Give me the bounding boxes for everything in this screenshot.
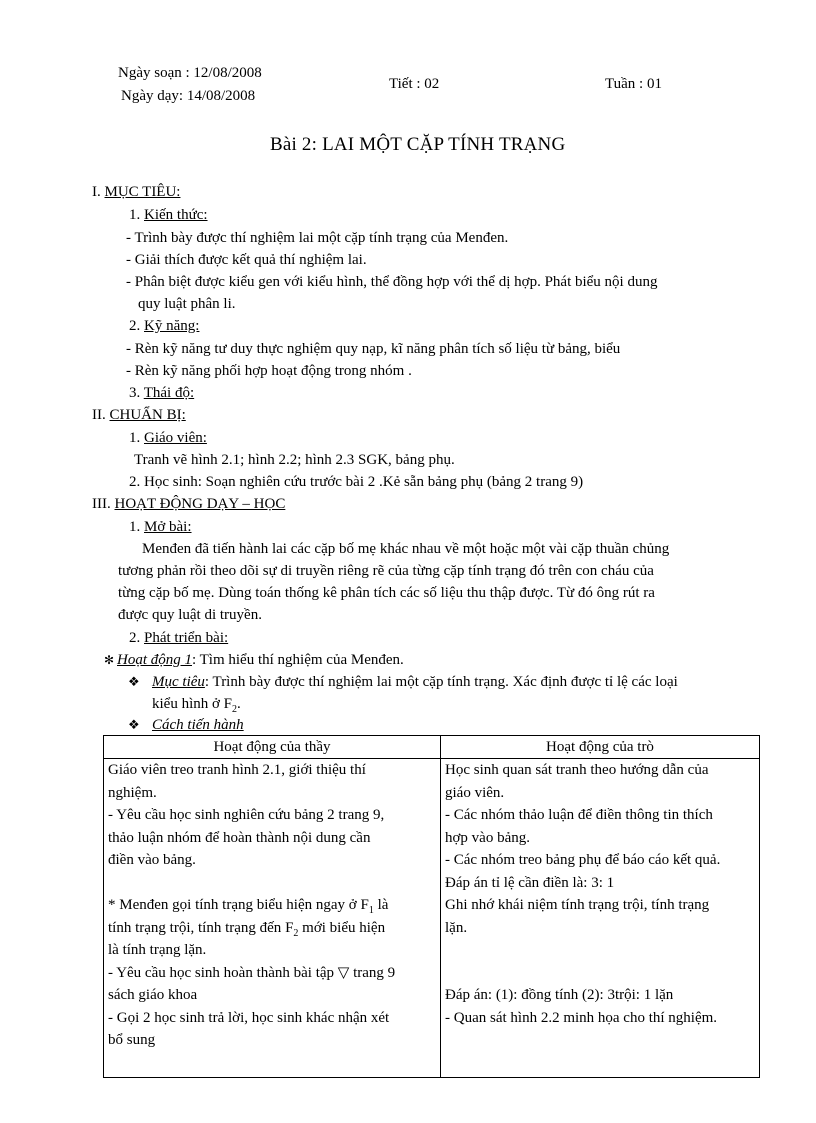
- teacher-line-11: sách giáo khoa: [108, 987, 198, 1003]
- kien-thuc-heading: [129, 204, 208, 226]
- giao-vien-line: Tranh vẽ hình 2.1; hình 2.2; hình 2.3 SGK, bảng phụ.: [134, 452, 455, 468]
- ky-nang-heading: [129, 315, 199, 337]
- teacher-line-7: * Menđen gọi tính trạng biểu hiện ngay ở $F_1$ là: [108, 897, 389, 916]
- section-2-heading: [92, 404, 186, 426]
- teacher-line-6: [108, 872, 436, 895]
- kien-thuc-title: Kiến thức:: [144, 207, 208, 223]
- giao-vien-title: Giáo viên:: [144, 430, 207, 446]
- date-prepared: Ngày soạn : 12/08/2008: [118, 65, 262, 81]
- student-line-4: hợp vào bảng.: [445, 829, 530, 846]
- phat-trien-title: Phát triển bài:: [144, 630, 229, 646]
- kt-line-4: quy luật phân li.: [138, 296, 236, 312]
- section-2-number: II.: [92, 407, 110, 423]
- section-2-title: CHUẨN BỊ:: [109, 407, 186, 423]
- date-taught: Ngày dạy: 14/08/2008: [121, 88, 256, 104]
- mo-bai-line-1: Menđen đã tiến hành lai các cặp bố mẹ khác nhau về một hoặc một vài cặp thuần chủng: [142, 541, 670, 557]
- phat-trien-heading: [129, 627, 228, 649]
- teacher-line-1: Giáo viên treo tranh hình 2.1, giới thiệu thí: [108, 762, 366, 778]
- teacher-line-13: bổ sung: [108, 1032, 156, 1048]
- muc-tieu: [128, 671, 678, 693]
- thai-do-number: 3.: [129, 385, 144, 401]
- student-line-10: [445, 962, 755, 985]
- asterisk-flower-icon: ✻: [104, 653, 115, 667]
- student-line-2: giáo viên.: [445, 784, 505, 801]
- teacher-line-8: tính trạng trội, tính trạng đến $F_2$ mới biểu hiện: [108, 919, 386, 939]
- hoc-sinh-line: 2. Học sinh: Soạn nghiên cứu trước bài 2 .Kẻ sẵn bảng phụ (bảng 2 trang 9): [129, 474, 584, 490]
- ky-nang-title: Kỹ năng:: [144, 318, 200, 334]
- kt-line-3: - Phân biệt được kiểu gen với kiểu hình, thể đồng hợp với thể dị hợp. Phát biểu nội dung: [126, 274, 658, 290]
- section-3-number: III.: [92, 496, 115, 512]
- thai-do-heading: [129, 382, 194, 404]
- section-3-heading: [92, 493, 285, 515]
- student-line-1: Học sinh quan sát tranh theo hướng dẫn của: [445, 762, 709, 778]
- section-1-number: I.: [92, 184, 105, 200]
- muc-tieu-line-2: kiểu hình ở $F_2$.: [152, 696, 241, 715]
- muc-tieu-line-2-text: kiểu hình ở F: [152, 696, 233, 712]
- giao-vien-heading: [129, 427, 207, 449]
- section-3-title: HOẠT ĐỘNG DẠY – HỌC: [114, 496, 286, 512]
- cach-tien-hanh: [128, 714, 244, 736]
- teacher-activities-cell: [104, 759, 441, 1078]
- teacher-line-9: là tính trạng lặn.: [108, 942, 207, 958]
- teacher-line-10: - Yêu cầu học sinh hoàn thành bài tập ▽ trang 9: [108, 964, 396, 981]
- teacher-line-4: thảo luận nhóm để hoàn thành nội dung cần: [108, 829, 371, 846]
- lesson-period: Tiết : 02: [389, 76, 440, 92]
- mo-bai-line-2: tương phản rồi theo dõi sự di truyền riêng rẽ của từng cặp tính trạng đó trên con cháu của: [118, 563, 654, 579]
- mo-bai-number: 1.: [129, 519, 144, 535]
- teacher-line-3: - Yêu cầu học sinh nghiên cứu bảng 2 trang 9,: [108, 807, 385, 823]
- giao-vien-number: 1.: [129, 430, 144, 446]
- student-line-8: lặn.: [445, 919, 468, 936]
- thai-do-title: Thái độ:: [143, 385, 195, 401]
- hoat-dong-1: [104, 649, 404, 671]
- kien-thuc-number: 1.: [129, 207, 144, 223]
- teacher-column-header: Hoạt động của thầy: [104, 736, 441, 759]
- hoat-dong-1-text: : Tìm hiểu thí nghiệm của Menđen.: [192, 652, 404, 668]
- student-activities-cell: [441, 759, 760, 1078]
- kt-line-2: - Giải thích được kết quả thí nghiệm lai.: [126, 252, 367, 268]
- student-column-header: Hoạt động của trò: [441, 736, 760, 759]
- teacher-line-12: - Gọi 2 học sinh trả lời, học sinh khác nhận xét: [108, 1009, 390, 1026]
- phat-trien-number: 2.: [129, 630, 144, 646]
- muc-tieu-label: Mục tiêu: [152, 674, 205, 690]
- student-line-12: - Quan sát hình 2.2 minh họa cho thí nghiệm.: [445, 1009, 718, 1026]
- mo-bai-heading: [129, 516, 192, 538]
- student-line-9: [445, 939, 755, 962]
- teacher-line-2: nghiệm.: [108, 784, 157, 801]
- student-line-6: Đáp án tỉ lệ cần điền là: 3: 1: [445, 874, 615, 891]
- kt-line-1: - Trình bày được thí nghiệm lai một cặp tính trạng của Menđen.: [126, 230, 509, 246]
- student-line-5: - Các nhóm treo bảng phụ để báo cáo kết quả.: [445, 852, 721, 868]
- teacher-line-5: điền vào bảng.: [108, 852, 196, 868]
- kn-line-2: - Rèn kỹ năng phối hợp hoạt động trong nhóm .: [126, 363, 412, 379]
- mo-bai-line-4: được quy luật di truyền.: [118, 607, 262, 623]
- kn-line-1: - Rèn kỹ năng tư duy thực nghiệm quy nạp, kĩ năng phân tích số liệu từ bảng, biểu: [126, 341, 621, 357]
- student-line-7: Ghi nhớ khái niệm tính trạng trội, tính trạng: [445, 897, 710, 913]
- week-number: Tuần : 01: [605, 76, 662, 92]
- muc-tieu-text: : Trình bày được thí nghiệm lai một cặp tính trạng. Xác định được tỉ lệ các loại: [204, 674, 678, 690]
- hoat-dong-1-label: Hoạt động 1: [117, 652, 192, 668]
- student-line-3: - Các nhóm thảo luận để điền thông tin thích: [445, 807, 713, 823]
- cach-tien-hanh-label: Cách tiến hành: [152, 717, 244, 733]
- four-diamond-bullet-icon: ❖: [128, 674, 140, 689]
- mo-bai-title: Mở bài:: [144, 519, 192, 535]
- ky-nang-number: 2.: [129, 318, 144, 334]
- activity-table: [103, 735, 760, 1078]
- f2-subscript: 2: [232, 704, 238, 715]
- page-title: Bài 2: LAI MỘT CẶP TÍNH TRẠNG: [270, 134, 566, 155]
- student-line-11: Đáp án: (1): đồng tính (2): 3trội: 1 lặn: [445, 987, 674, 1003]
- mo-bai-line-3: từng cặp bố mẹ. Dùng toán thống kê phân tích các số liệu thu thập được. Từ đó ông rút ra: [118, 585, 655, 601]
- section-1-heading: [92, 181, 180, 203]
- four-diamond-bullet-icon: ❖: [128, 717, 140, 732]
- section-1-title: MỤC TIÊU:: [104, 184, 181, 200]
